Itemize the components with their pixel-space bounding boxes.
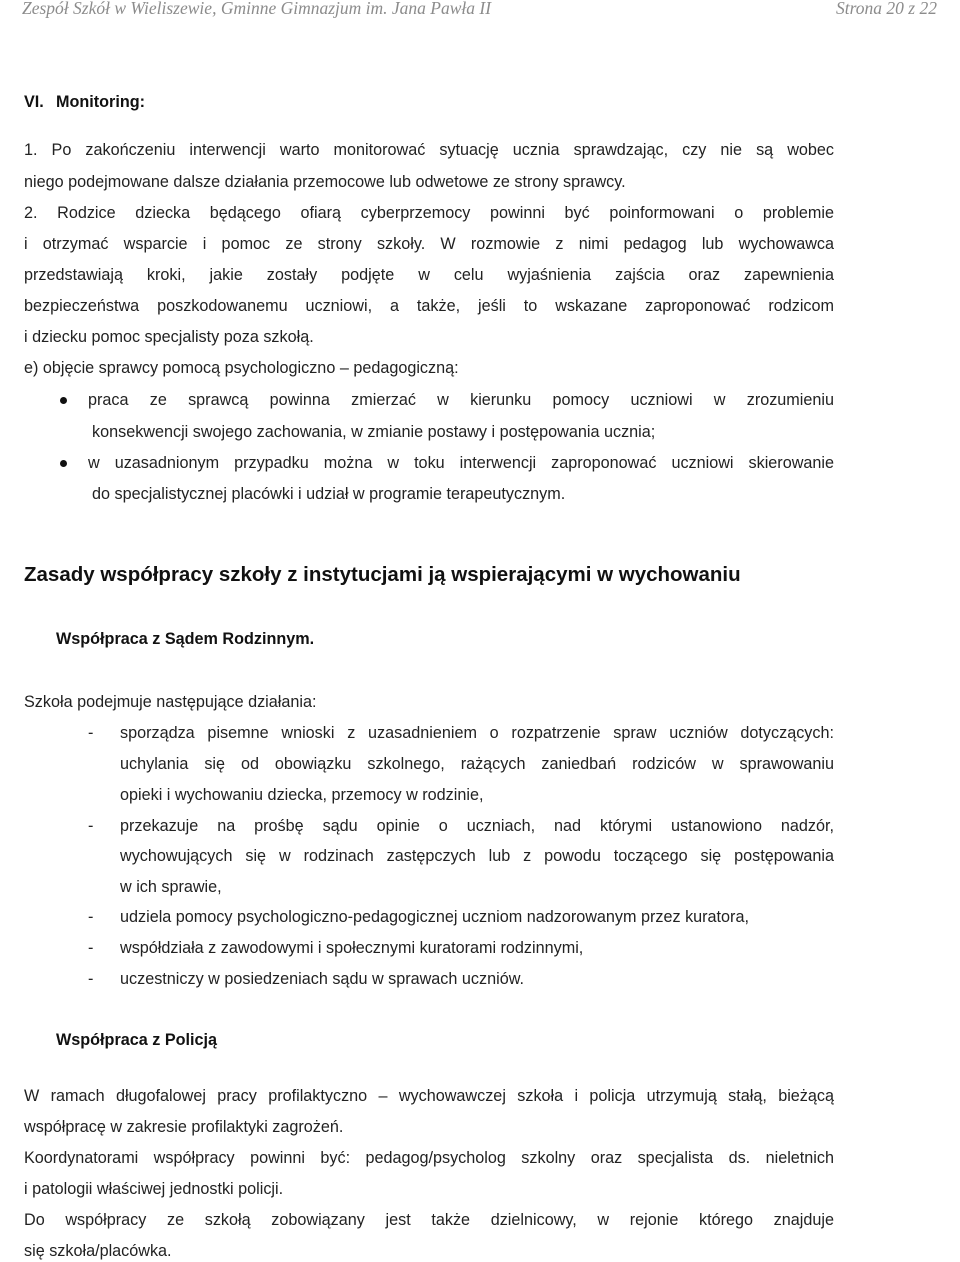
police-paragraph-1-line-1: W ramach długofalowej pracy profilaktyczno – wychowawczej szkoła i policja utrzymują stałą, bieżącą (24, 1087, 834, 1105)
police-paragraph-1-line-2: współpracę w zakresie profilaktyki zagrożeń. (24, 1118, 344, 1136)
police-paragraph-2-line-1: Koordynatorami współpracy powinni być: pedagog/psycholog szkolny oraz specjalista ds. nieletnich (24, 1149, 834, 1167)
bullet-1-line-2: konsekwencji swojego zachowania, w zmianie postawy i postępowania ucznia; (92, 423, 656, 441)
court-item-5: uczestniczy w posiedzeniach sądu w sprawach uczniów. (120, 970, 524, 988)
police-heading: Współpraca z Policją (56, 1031, 218, 1049)
list-dash: - (88, 939, 94, 957)
court-intro: Szkoła podejmuje następujące działania: (24, 693, 317, 711)
court-item-2-line-3: w ich sprawie, (120, 878, 222, 896)
list-dash: - (88, 908, 94, 926)
monitoring-item-1-line-2: niego podejmowane dalsze działania przemocowe lub odwetowe ze strony sprawcy. (24, 173, 626, 191)
section-number: VI. (24, 93, 44, 111)
court-item-1-line-3: opieki i wychowaniu dziecka, przemocy w rodzinie, (120, 786, 484, 804)
bullet-2-line-1: w uzasadnionym przypadku można w toku interwencji zaproponować uczniowi skierowanie (88, 454, 834, 472)
court-heading: Współpraca z Sądem Rodzinnym. (56, 630, 315, 648)
police-paragraph-2-line-2: i patologii właściwej jednostki policji. (24, 1180, 284, 1198)
monitoring-item-2-line-4: bezpieczeństwa poszkodowanemu uczniowi, a także, jeśli to wskazane zaproponować rodzicom (24, 297, 834, 315)
cooperation-title: Zasady współpracy szkoły z instytucjami ją wspierającymi w wychowaniu (24, 563, 741, 586)
court-item-1-line-1: sporządza pisemne wnioski z uzasadnieniem o rozpatrzenie spraw uczniów dotyczących: (120, 724, 834, 742)
monitoring-item-2-line-2: i otrzymać wsparcie i pomoc ze strony szkoły. W rozmowie z nimi pedagog lub wychowawca (24, 235, 834, 253)
bullet-icon (60, 397, 67, 404)
page-header (22, 0, 937, 28)
court-item-3: udziela pomocy psychologiczno-pedagogicznej uczniom nadzorowanym przez kuratora, (120, 908, 749, 926)
list-dash: - (88, 817, 94, 835)
header-school-name: Zespół Szkół w Wieliszewie, Gminne Gimnazjum im. Jana Pawła II (22, 0, 492, 18)
court-item-2-line-1: przekazuje na prośbę sądu opinie o uczniach, nad którymi ustanowiono nadzór, (120, 817, 834, 835)
list-dash: - (88, 724, 94, 742)
monitoring-item-1-line-1: 1. Po zakończeniu interwencji warto monitorować sytuację ucznia sprawdzając, czy nie są wobec (24, 141, 834, 159)
header-page-number: Strona 20 z 22 (836, 0, 937, 18)
list-dash: - (88, 970, 94, 988)
court-item-2-line-2: wychowujących się w rodzinach zastępczych lub z powodu toczącego się postępowania (120, 847, 834, 865)
bullet-icon (60, 460, 67, 467)
monitoring-item-2-line-3: przedstawiają kroki, jakie zostały podjęte w celu wyjaśnienia zajścia oraz zapewnienia (24, 266, 834, 284)
police-paragraph-3-line-1: Do współpracy ze szkołą zobowiązany jest także dzielnicowy, w rejonie którego znajduje (24, 1211, 834, 1229)
subsection-e: e) objęcie sprawcy pomocą psychologiczno – pedagogiczną: (24, 359, 459, 377)
bullet-2-line-2: do specjalistycznej placówki i udział w programie terapeutycznym. (92, 485, 566, 503)
monitoring-item-2-line-5: i dziecku pomoc specjalisty poza szkołą. (24, 328, 314, 346)
section-heading: Monitoring: (56, 93, 145, 111)
police-paragraph-3-line-2: się szkoła/placówka. (24, 1242, 172, 1260)
court-item-1-line-2: uchylania się od obowiązku szkolnego, rażących zaniedbań rodziców w sprawowaniu (120, 755, 834, 773)
court-item-4: współdziała z zawodowymi i społecznymi kuratorami rodzinnymi, (120, 939, 584, 957)
monitoring-item-2-line-1: 2. Rodzice dziecka będącego ofiarą cyberprzemocy powinni być poinformowani o problemie (24, 204, 834, 222)
bullet-1-line-1: praca ze sprawcą powinna zmierzać w kierunku pomocy uczniowi w zrozumieniu (88, 391, 834, 409)
